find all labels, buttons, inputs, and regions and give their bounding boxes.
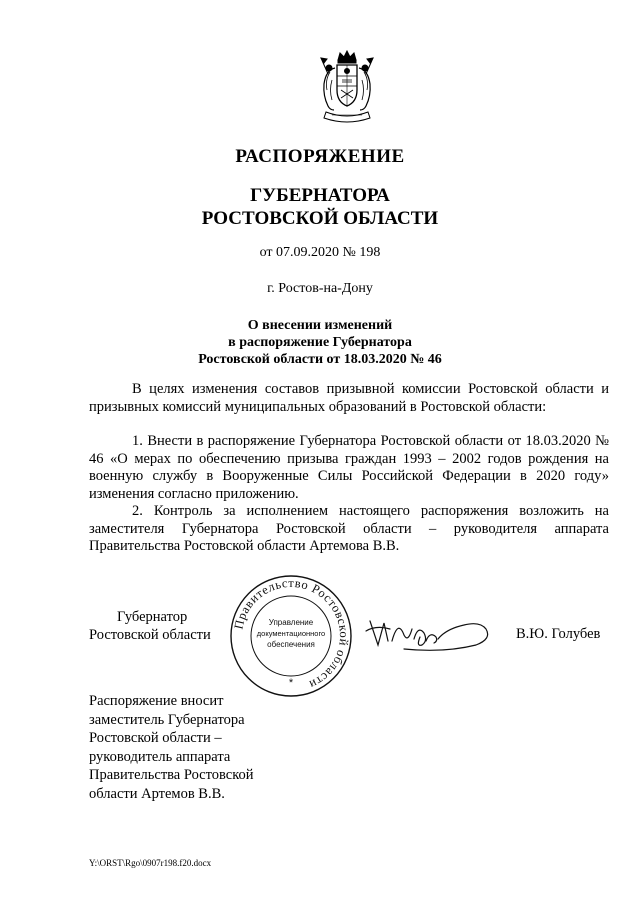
seal-star: * — [288, 677, 294, 689]
introduced-by-block — [89, 692, 254, 804]
introduced-by-line5: Правительства Ростовской — [89, 767, 254, 784]
seal-inner-line1: Управление — [268, 618, 314, 627]
date-number: от 07.09.2020 № 198 — [259, 245, 381, 260]
signatory-position-line2: Ростовской области — [89, 627, 211, 643]
document-subject — [0, 317, 640, 368]
signatory-position-line1: Губернатор — [117, 609, 188, 625]
issuer-title — [0, 184, 640, 230]
issuer-title-line2: РОСТОВСКОЙ ОБЛАСТИ — [201, 208, 439, 229]
coat-of-arms-emblem — [318, 50, 376, 124]
order-items — [89, 433, 609, 556]
subject-line3: Ростовской области от 18.03.2020 № 46 — [198, 352, 442, 367]
subject-line1: О внесении изменений — [247, 318, 393, 333]
official-seal-stamp — [228, 573, 354, 699]
introduced-by-line6: области Артемов В.В. — [89, 785, 225, 802]
file-path-footer: Y:\ORST\Rgo\0907r198.f20.docx — [89, 858, 212, 868]
order-item-2: 2. Контроль за исполнением настоящего распоряжения возложить на заместителя Губернатора Ростовской области – руководителя аппарата Правительства Ростовской области Артемова В.В. — [89, 503, 609, 554]
subject-line2: в распоряжение Губернатора — [228, 335, 412, 350]
intro-paragraph — [89, 381, 609, 416]
introduced-by-line1: Распоряжение вносит — [89, 693, 224, 709]
intro-text: В целях изменения составов призывной комиссии Ростовской области и призывных комиссий муниципальных образований в Ростовской области: — [89, 381, 609, 415]
seal-inner-line3: обеспечения — [267, 640, 315, 649]
introduced-by-line3: Ростовской области – — [89, 730, 222, 747]
signatory-position — [89, 608, 211, 644]
document-type-title: РАСПОРЯЖЕНИЕ — [235, 146, 405, 167]
seal-inner-line2: документационного — [256, 629, 326, 638]
handwritten-signature — [364, 611, 496, 655]
issuer-title-line1: ГУБЕРНАТОРА — [250, 185, 390, 206]
seal-ring-text: Правительство Ростовской области — [231, 575, 352, 693]
order-item-1: 1. Внести в распоряжение Губернатора Ростовской области от 18.03.2020 № 46 «О мерах по обеспечению призыва граждан 1993 – 2002 годов рождения на военную службу в Вооруженные Силы Российской Федерации в 2020 году» изменения согласно приложению. — [89, 433, 609, 502]
signatory-name: В.Ю. Голубев — [516, 626, 601, 642]
city: г. Ростов-на-Дону — [267, 281, 373, 296]
introduced-by-line4: руководитель аппарата — [89, 748, 231, 765]
introduced-by-line2: заместитель Губернатора — [89, 711, 245, 728]
